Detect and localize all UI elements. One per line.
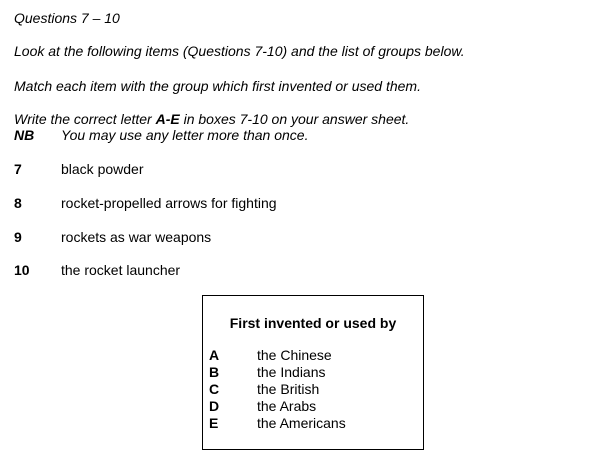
question-item	[14, 161, 144, 178]
question-number: 7	[14, 161, 22, 177]
option-letter: D	[209, 398, 220, 414]
letter-range: A-E	[155, 111, 180, 127]
option-text: the Chinese	[257, 347, 332, 363]
group-option	[209, 347, 332, 364]
question-item	[14, 262, 180, 279]
instruction-match: Match each item with the group which first invented or used them.	[14, 78, 421, 94]
group-option	[209, 398, 316, 415]
question-text: rockets as war weapons	[61, 229, 212, 245]
question-number: 10	[14, 262, 30, 278]
group-option	[209, 415, 346, 432]
question-item	[14, 195, 277, 212]
instruction-look: Look at the following items (Questions 7-10) and the list of groups below.	[14, 43, 465, 59]
question-text: the rocket launcher	[61, 262, 181, 278]
group-option	[209, 364, 326, 381]
option-text: the Indians	[257, 364, 326, 380]
groups-box	[202, 295, 424, 450]
option-letter: B	[209, 364, 220, 380]
option-text: the British	[257, 381, 320, 397]
instruction-write-post: in boxes 7-10 on your answer sheet.	[179, 111, 410, 127]
option-text: the Americans	[257, 415, 346, 431]
instruction-write-pre: Write the correct letter	[14, 111, 156, 127]
option-text: the Arabs	[257, 398, 317, 414]
instruction-write	[14, 111, 409, 128]
nb-note	[14, 127, 309, 144]
question-number: 9	[14, 229, 22, 245]
question-item	[14, 229, 211, 246]
question-text: rocket-propelled arrows for fighting	[61, 195, 277, 211]
question-number: 8	[14, 195, 22, 211]
nb-label: NB	[14, 127, 35, 143]
option-letter: C	[209, 381, 220, 397]
option-letter: A	[209, 347, 220, 363]
section-title: Questions 7 – 10	[14, 10, 120, 26]
option-letter: E	[209, 415, 219, 431]
group-option	[209, 381, 319, 398]
groups-box-title: First invented or used by	[229, 315, 397, 331]
nb-text: You may use any letter more than once.	[61, 127, 309, 143]
question-text: black powder	[61, 161, 144, 177]
